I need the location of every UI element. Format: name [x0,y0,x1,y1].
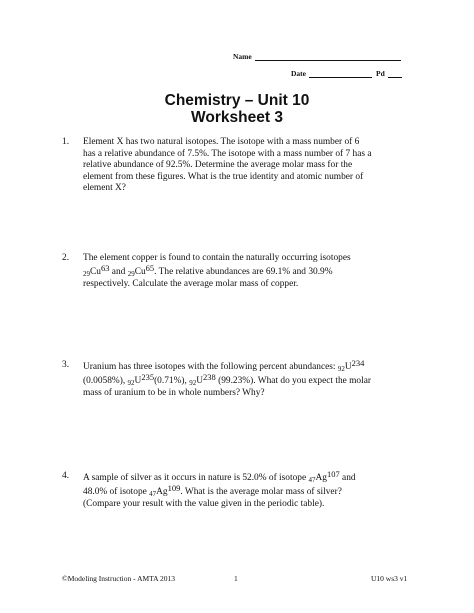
pd-label: Pd [376,69,385,78]
question-line [83,471,427,485]
question-line [83,360,427,374]
question-text [83,253,427,290]
mass-number: 234 [351,358,365,368]
mass-number: 63 [100,262,110,273]
mass-number: 235 [141,372,155,382]
footer-version: U10 ws3 v1 [371,574,408,583]
question-line [83,374,427,388]
question-line-text: 48.0% of isotope [83,487,150,497]
question-line: respectively. Calculate the average molar mass of copper. [83,278,299,289]
question-number: 1. [62,137,70,147]
page-title [0,92,474,126]
date-label: Date [291,69,306,78]
pd-blank-line [388,69,402,78]
question-line: relative abundance of 92.5%. Determine the average molar mass for the [83,160,353,171]
question-text [83,360,427,400]
question-line-rest: and [339,473,356,483]
question-number: 2. [62,253,70,263]
footer-copyright: ©Modeling Instruction - AMTA 2013 [62,574,176,583]
title-line-2: Worksheet 3 [191,109,283,126]
question-line: element X? [83,183,126,194]
name-blank-line [255,52,401,61]
date-pd-field [291,69,402,78]
atomic-number: 47 [308,476,316,484]
atomic-number: 29 [127,269,135,278]
question-line: Element X has two natural isotopes. The isotope with a mass number of 6 [83,137,360,147]
element-symbol: Cu [90,266,101,277]
mass-number: 107 [326,469,340,479]
atomic-number: 92 [189,379,197,387]
percent-text: (0.0058%), [83,376,128,386]
question-line-rest: . The relative abundances are 69.1% and 30.9% [154,266,333,277]
question-line-text: Uranium has three isotopes with the following percent abundances: [83,362,338,372]
question-line [83,262,427,279]
question-text [83,471,427,511]
atomic-number: 92 [127,379,135,387]
question-line [83,485,427,499]
title-line-1: Chemistry – Unit 10 [164,92,310,109]
element-symbol: U [344,362,352,372]
element-symbol: Ag [315,473,327,483]
question-text [83,137,427,195]
question-line: element from these figures. What is the true identity and atomic number of [83,171,364,182]
atomic-number: 29 [83,269,90,278]
element-symbol: Ag [156,487,168,497]
percent-text: (0.71%), [154,376,190,386]
question-line-rest: . What is the average molar mass of silver? [180,487,342,497]
question-line-text: A sample of silver as it occurs in nature is 52.0% of isotope [83,473,309,483]
mass-number: 238 [203,372,216,382]
mass-number: 109 [167,483,181,493]
name-field [233,52,401,61]
question-line: mass of uranium to be in whole numbers? Why? [83,388,265,398]
atomic-number: 47 [149,490,157,498]
element-symbol: U [196,376,203,386]
question-line: has a relative abundance of 7.5%. The isotope with a mass number of 7 has a [83,148,372,159]
question-line: (Compare your result with the value given in the periodic table). [83,499,325,509]
connector-text: and [109,266,128,277]
mass-number: 65 [145,262,155,273]
name-label: Name [233,52,252,61]
question-number: 3. [62,360,70,370]
question-line-rest: (99.23%). What do you expect the molar [215,376,372,386]
question-line: The element copper is found to contain the naturally occurring isotopes [83,253,351,263]
question-number: 4. [62,471,70,481]
atomic-number: 92 [337,365,345,373]
element-symbol: U [134,376,142,386]
date-blank-line [309,69,372,78]
element-symbol: Cu [134,266,146,277]
footer-page-number: 1 [234,574,238,583]
